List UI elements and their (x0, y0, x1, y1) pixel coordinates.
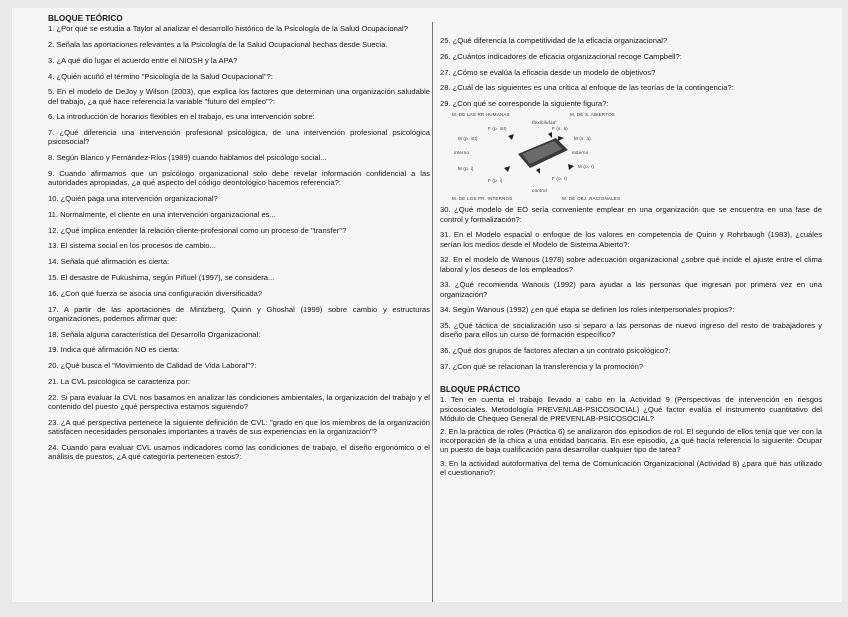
question-21: 21. La CVL psicológica se caracteriza por: (48, 376, 190, 386)
question-34: 34. Según Wanous (1992) ¿en qué etapa se definen los roles interpersonales propios?: (440, 305, 735, 315)
question-14: 14. Señala qué afirmación es cierta: (48, 257, 170, 267)
figure-axis-left: interno (454, 150, 470, 156)
question-17: 17. A partir de las aportaciones de Mintzberg, Quinn y Ghoshal (1999) sobre cambio y estructuras organizaciones, podemos afirmar que: (48, 304, 430, 323)
arrow-icon (508, 134, 514, 140)
question-1: 1. ¿Por qué se estudia a Taylor al analizar el desarrollo histórico de la Psicología de la Salud Ocupacional? (48, 24, 408, 34)
figure-cell-label: M (s. a) (574, 136, 591, 142)
question-30: 30. ¿Qué modelo de EO sería conveniente emplear en una organización que se encuentra en una fase de control y formalización?: (440, 205, 822, 224)
question-13: 13. El sistema social en los procesos de cambio... (48, 241, 216, 251)
question-8: 8. Según Blanco y Fernández-Ríos (1989) cuando hablamos del psicólogo social... (48, 153, 327, 163)
heading-bloque-practico: BLOQUE PRÁCTICO (440, 385, 521, 395)
question-26: 26. ¿Cuántos indicadores de eficacia organizacional recoge Campbell?: (440, 51, 682, 61)
question-2: 2. Señala las aportaciones relevantes a la Psicología de la Salud Ocupacional hechas desde Suecia. (48, 40, 388, 49)
question-35: 35. ¿Qué táctica de socialización uso si separo a las personas de nuevo ingreso del resto de trabajadores y diseño para ellos un curso de formación específico? (440, 321, 822, 340)
figure-cell-label: M (p. int) (458, 136, 478, 142)
question-3: 3. ¿A qué dio lugar el acuerdo entre el NIOSH y la APA? (48, 55, 238, 65)
question-36: 36. ¿Qué dos grupos de factores afectan a un contrato psicológico?: (440, 346, 671, 356)
arrow-icon (504, 166, 510, 172)
figure-cell-label: M (o. r) (578, 164, 595, 170)
figure-label-hr-model: M. DE LAS RR HUMANAS (452, 112, 510, 118)
figure-cell-label: M (p. i) (458, 166, 474, 172)
question-25: 25. ¿Qué diferencia la competitividad de la eficacia organizacional? (440, 36, 668, 45)
figure-axis-top: flexibilidad (532, 120, 556, 126)
question-10: 10. ¿Quién paga una intervención organizacional? (48, 193, 218, 203)
question-6: 6. La introducción de horarios flexibles en el trabajo, es una intervención sobre: (48, 112, 315, 122)
question-22: 22. Si para evaluar la CVL nos basamos en analizar las condiciones ambientales, la organización del trabajo y el contenido del puesto ¿qué perspectiva estamos siguiendo? (48, 392, 430, 411)
figure-label-open-system-model: M. DE S. ABIERTOS (570, 112, 615, 118)
question-31: 31. En el Modelo espacial o enfoque de los valores en competencia de Quinn y Rohrbaugh (1983), ¿cuáles serían los medios desde el Modelo de Sistema Abierto?: (440, 230, 822, 249)
exam-sheet (12, 8, 842, 602)
practical-question-1: 1. Ten en cuenta el trabajo llevado a cabo en la Actividad 9 (Perspectivas de intervención en riesgos psicosociales. Metodología PREVENLAB-PSICOSOCIAL) ¿Qué factor evalúa el instrumento cuantitativo del Módulo de Chequeo General de PREVENLAB-PSICOSOCIAL? (440, 395, 822, 423)
question-16: 16. ¿Con qué fuerza se asocia una configuración diversificada? (48, 288, 263, 298)
question-33: 33. ¿Qué recomienda Wanous (1992) para ayudar a las personas que ingresan por primera vez en una organización? (440, 280, 822, 299)
arrow-icon (568, 164, 574, 170)
question-7: 7. ¿Qué diferencia una intervención profesional psicológica, de una intervención profesional psicológica psicosocial? (48, 128, 430, 147)
question-15: 15. El desastre de Fukushima, según Piñuel (1997), se considera... (48, 272, 275, 282)
question-19: 19. Indica qué afirmación NO es cierta: (48, 345, 180, 355)
question-23: 23. ¿A qué perspectiva pertenece la siguiente definición de CVL: "grado en que los miembros de la organización satisfacen necesidades personales importantes a través de sus experiencias en la organización"? (48, 417, 430, 436)
practical-question-2: 2. En la práctica de roles (Práctica 6) se analizaron dos episodios de rol. El segundo de ellos tenía que ver con la incorporación de la chica a una entidad bancaria. En ese episodio, ¿a qué hacía referencia lo siguiente: Ocupar un puesto de baja cualificación para desarrollar cualquier tipo de tarea? (440, 427, 822, 455)
arrow-icon (536, 168, 540, 174)
question-11: 11. Normalmente, el cliente en una intervención organizacional es... (48, 209, 276, 219)
figure-axis-right: externo (572, 150, 589, 156)
question-12: 12. ¿Qué implica entender la relación cliente-profesional como un proceso de "transfer"? (48, 225, 347, 235)
figure-cell-label: F (p. i) (488, 178, 503, 184)
figure-label-rational-goal-model: M. DE OBJ. RACIONALES (562, 196, 621, 202)
question-32: 32. En el modelo de Wanous (1978) sobre adecuación organizacional ¿sobre qué incide el ajuste entre el clima laboral y los deseos de los empleados? (440, 255, 822, 274)
question-28: 28. ¿Cuál de las siguientes es una crítica al enfoque de las teorías de la contingencia?: (440, 83, 734, 93)
competing-values-figure (452, 110, 622, 202)
question-24: 24. Cuando para evaluar CVL usamos indicadores como las condiciones de trabajo, el diseño ergonómico o el análisis de puestos, ¿A qué categoría pertenecen estos?: (48, 442, 430, 461)
figure-label-internal-process-model: M. DE LOS PR. INTERNOS (452, 196, 513, 202)
question-37: 37. ¿Con qué se relacionan la transferencia y la promoción? (440, 361, 644, 371)
question-27: 27. ¿Cómo se evalúa la eficacia desde un modelo de objetivos? (440, 67, 656, 77)
question-18: 18. Señala alguna característica del Desarrollo Organizacional: (48, 329, 261, 339)
question-5: 5. En el modelo de DeJoy y Wilson (2003), que explica los factores que determinan una organización saludable del trabajo, ¿a qué hace referencia la variable "futuro del empleo"?: (48, 87, 430, 106)
figure-cell-label: F (p. int) (488, 126, 507, 132)
figure-cell-label: F (o. r) (552, 176, 568, 182)
question-4: 4. ¿Quién acuñó el término "Psicología de la Salud Ocupacional"?: (48, 71, 273, 81)
heading-bloque-teorico: BLOQUE TEÓRICO (48, 14, 123, 23)
arrow-icon (558, 136, 564, 141)
question-20: 20. ¿Qué busca el "Movimiento de Calidad de Vida Laboral"?: (48, 361, 257, 371)
figure-axis-bottom: control (532, 188, 547, 194)
question-9: 9. Cuando afirmamos que un psicólogo organizacional solo debe revelar información confidencial a las autoridades apropiadas, ¿a qué aspecto del código deontológico hacemos referencia?: (48, 168, 430, 188)
figure-cell-label: F (s. a) (552, 126, 568, 132)
question-29: 29. ¿Con qué se corresponde la siguiente figura?: (440, 99, 609, 109)
right-column (440, 14, 822, 477)
left-column (48, 14, 430, 461)
practical-question-3: 3. En la actividad autoformativa del tema de Comunicación Organizacional (Actividad 8) ¿para qué has utilizado el cuestionario?: (440, 458, 822, 477)
column-divider (432, 22, 433, 602)
